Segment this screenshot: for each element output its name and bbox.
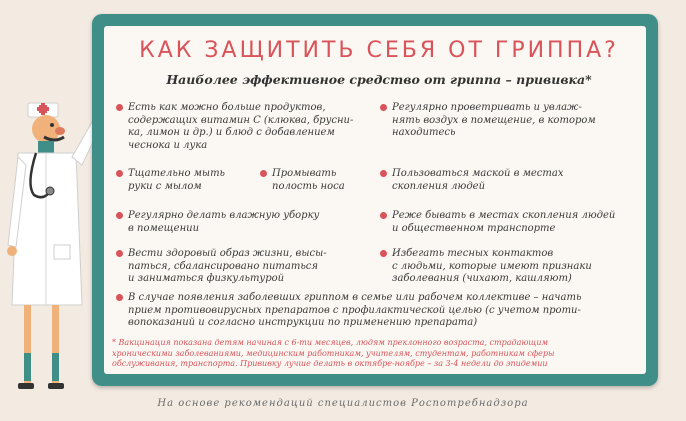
- bullet-icon: [116, 170, 123, 177]
- vaccination-footnote: * Вакцинация показана детям начиная с 6-ти месяцев, людям преклонного возраста, страдающим хроническими заболеваниями, медицинским работникам, учителям, студентам, работникам сферы обслуживания, транспорта. Прививку лучше делать в октябре-ноябре – за 3-4 недели до эпидемии: [112, 338, 555, 368]
- tip-wet-cleaning: Регулярно делать влажную уборку в помещении: [116, 210, 366, 235]
- bullet-icon: [380, 250, 387, 257]
- bullet-icon: [116, 104, 123, 111]
- bullet-icon: [116, 250, 123, 257]
- board-content: [104, 26, 646, 374]
- bullet-icon: [116, 294, 123, 301]
- tip-rinse-nose: Промывать полость носа: [260, 168, 370, 193]
- tip-vitamins: Есть как можно больше продуктов, содержащих витамин С (клюква, брусни- ка, лимон и др.) и блюд с добавлением чеснока и лука: [116, 102, 366, 152]
- source-note: На основе рекомендаций специалистов Роспотребнадзора: [157, 398, 529, 409]
- bullet-icon: [260, 170, 267, 177]
- tip-ventilate: Регулярно проветривать и увлаж- нять воздух в помещение, в котором находитесь: [380, 102, 640, 140]
- tip-wash-hands: Тщательно мыть руки с мылом: [116, 168, 246, 193]
- tip-antiviral: В случае появления заболевших гриппом в семье или рабочем коллективе – начать прием противовирусных препаратов с профилактической целью (с учетом проти- вопоказаний и согласно инструкции по применению препарата): [116, 292, 642, 330]
- tip-avoid-crowds: Реже бывать в местах скопления людей и общественном транспорте: [380, 210, 642, 235]
- page-subtitle: Наиболее эффективное средство от гриппа – прививка*: [166, 72, 592, 87]
- bullet-icon: [380, 212, 387, 219]
- tip-wear-mask: Пользоваться маской в местах скопления людей: [380, 168, 640, 193]
- page-title: КАК ЗАЩИТИТЬ СЕБЯ ОТ ГРИППА?: [139, 38, 619, 63]
- info-board: [92, 14, 658, 386]
- bullet-icon: [116, 212, 123, 219]
- tip-healthy-lifestyle: Вести здоровый образ жизни, высы- паться, сбалансировано питаться и заниматься физкультурой: [116, 248, 366, 286]
- tip-avoid-contacts: Избегать тесных контактов с людьми, которые имеют признаки заболевания (чихают, кашляют): [380, 248, 640, 286]
- bullet-icon: [380, 104, 387, 111]
- bullet-icon: [380, 170, 387, 177]
